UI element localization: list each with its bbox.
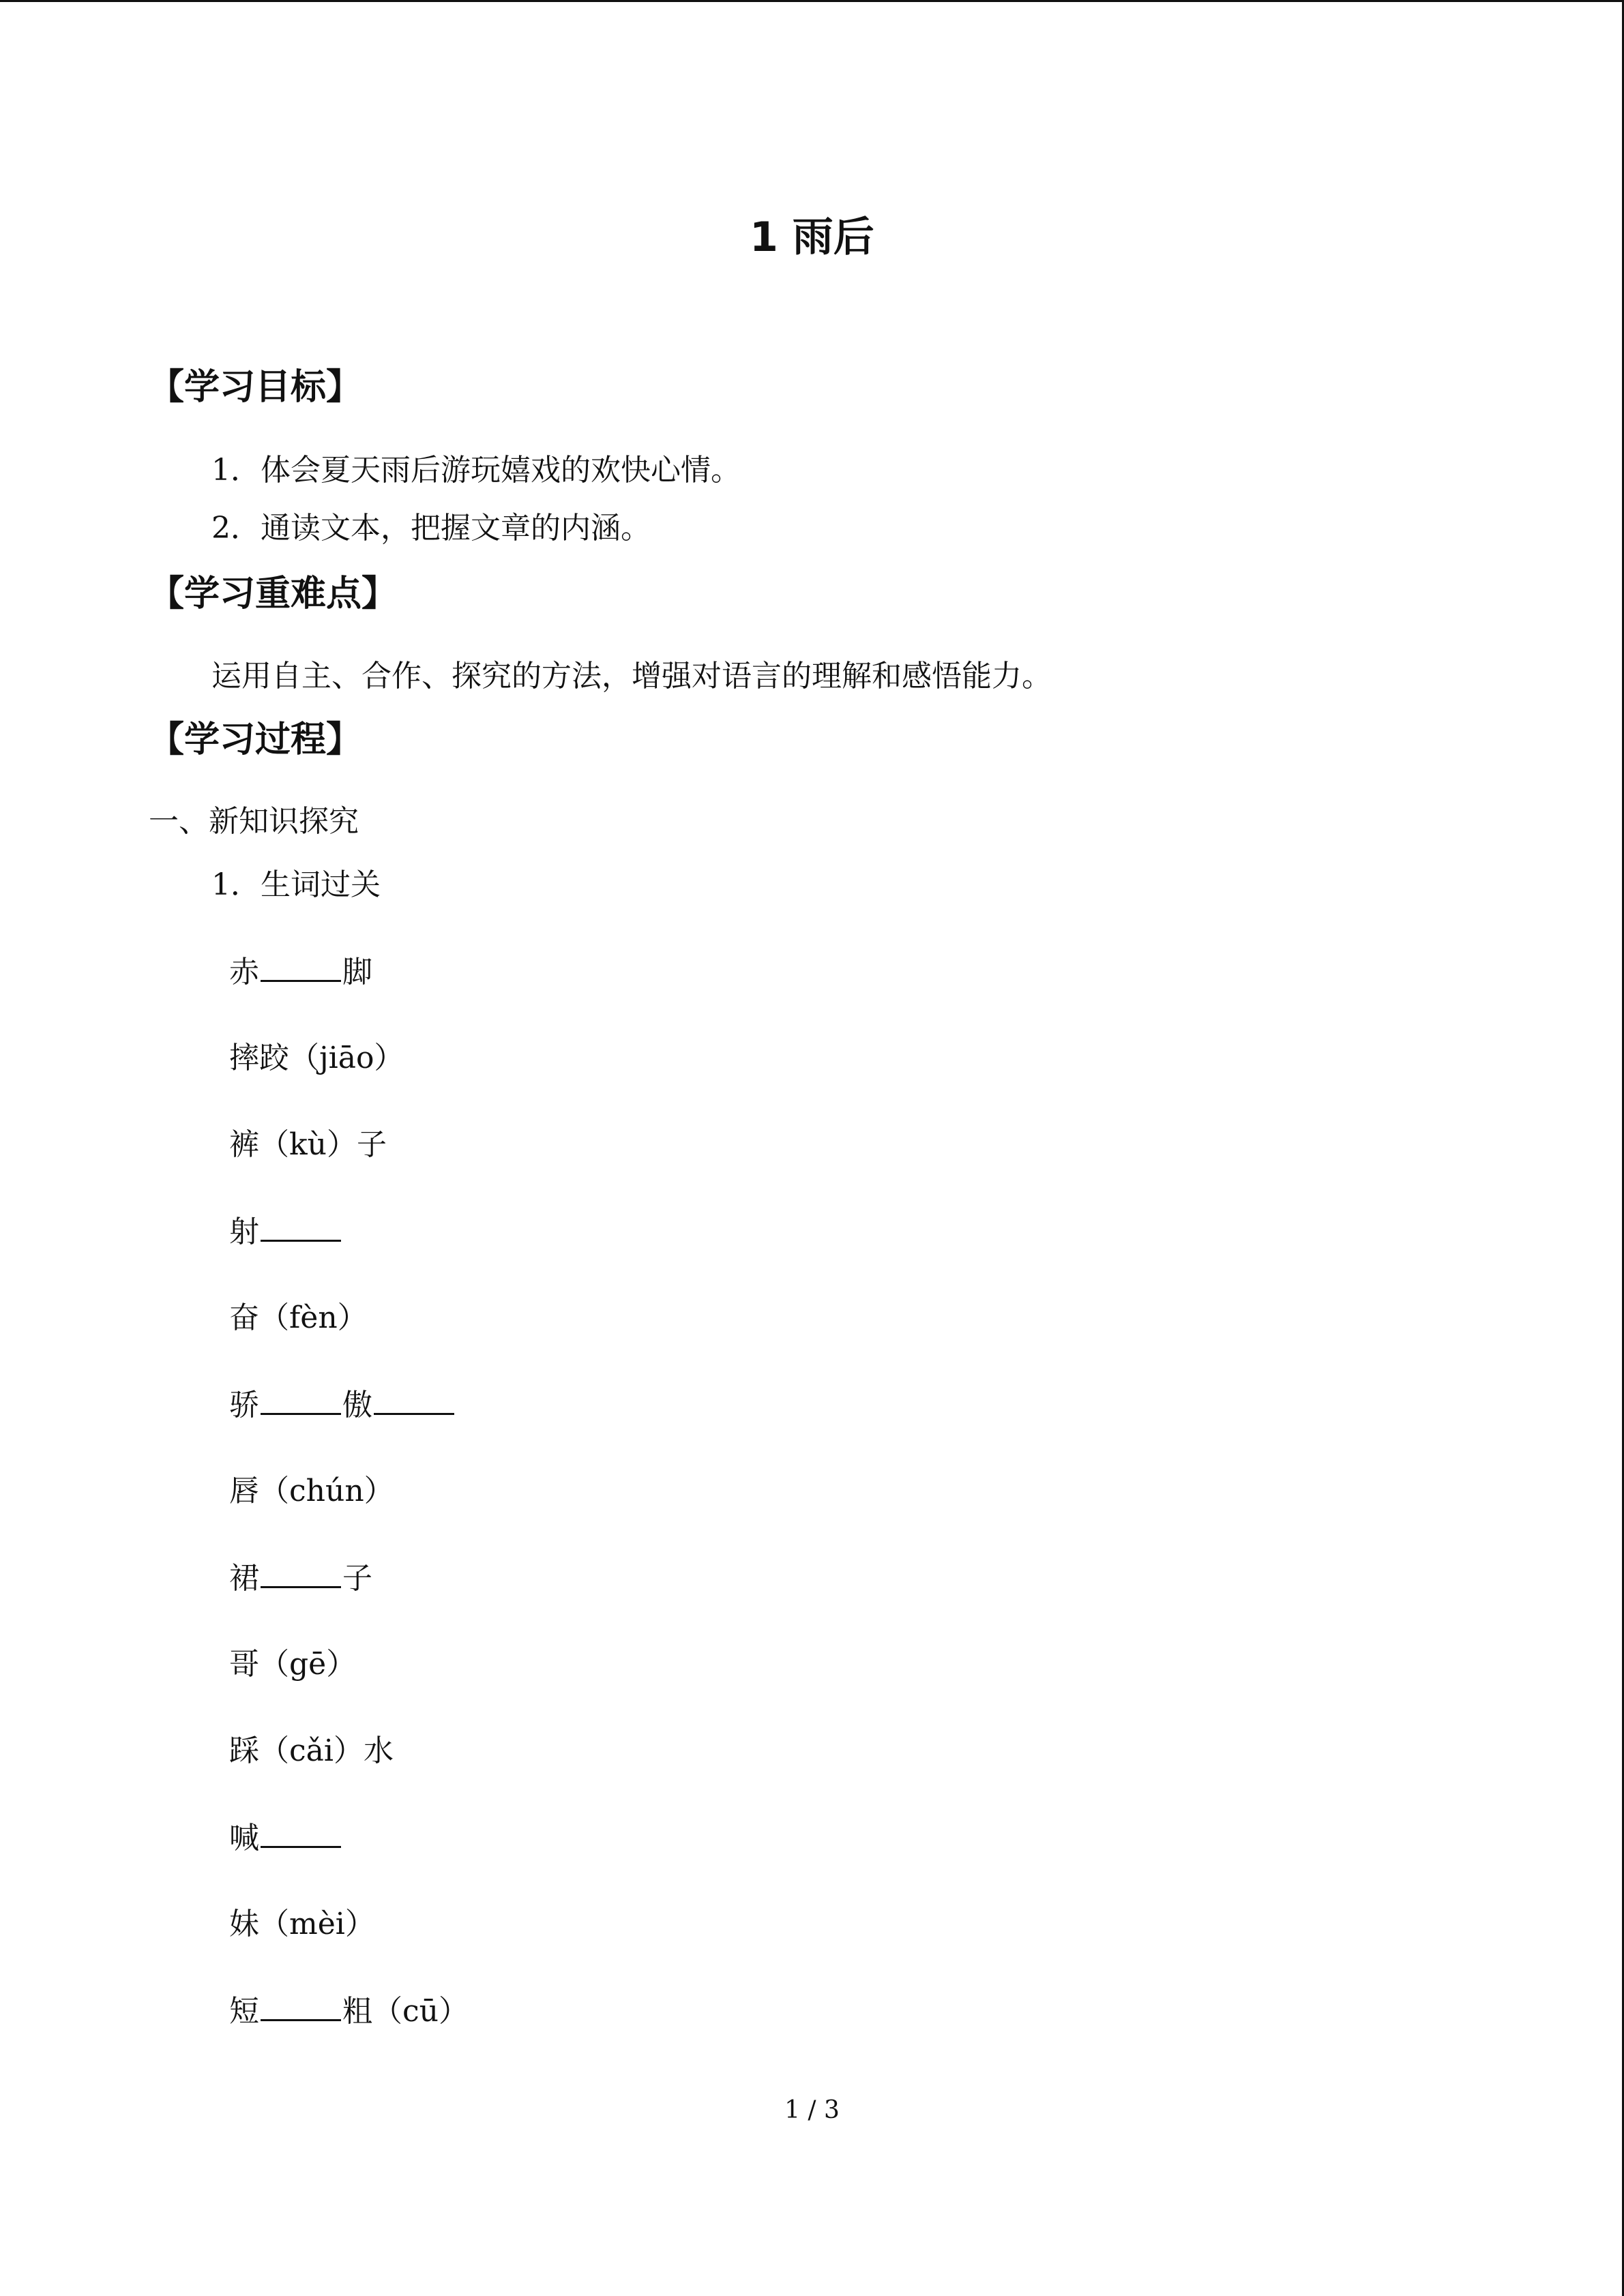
answer-blank[interactable] [261,1384,341,1415]
sub-1-title: 1．生词过关 [211,867,381,902]
vocab-item-han [229,1817,342,1859]
vocab-char: 粗（cū） [342,1994,469,2029]
answer-blank[interactable] [261,1557,341,1588]
key-points-text: 运用自主、合作、探究的方法，增强对语言的理解和感悟能力。 [211,659,1052,694]
vocab-char: 脚 [342,955,372,989]
vocab-char: 子 [342,1561,372,1596]
vocab-char: 射 [229,1214,259,1249]
vocab-item-jiaoao [229,1384,456,1426]
vocab-item-chun: 唇（chún） [229,1474,394,1508]
vocab-item-caishui: 踩（cǎi）水 [229,1733,394,1768]
vocab-item-ge: 哥（gē） [229,1647,357,1682]
answer-blank[interactable] [261,1817,341,1848]
page-title: 1 雨后 [750,213,874,261]
answer-blank[interactable] [374,1384,454,1415]
vocab-char: 骄 [229,1388,259,1422]
vocab-item-mei: 妹（mèi） [229,1907,375,1941]
vocab-char: 赤 [229,955,259,989]
goal-item-2: 2．通读文本，把握文章的内涵。 [211,511,651,546]
vocab-item-fen: 奋（fèn） [229,1300,368,1335]
vocab-item-shuaijiao: 摔跤（jiāo） [229,1041,404,1075]
heading-learning-process: 【学习过程】 [149,719,362,760]
page-number: 1 / 3 [784,2096,840,2124]
answer-blank[interactable] [261,951,341,982]
vocab-item-kuzi: 裤（kù）子 [229,1127,387,1162]
heading-key-points: 【学习重难点】 [149,573,398,614]
vocab-char: 喊 [229,1821,259,1855]
vocab-item-she [229,1211,342,1253]
vocab-item-chijiao [229,951,372,993]
vocab-char: 裙 [229,1561,259,1596]
part-1-title: 一、新知识探究 [149,804,359,839]
answer-blank[interactable] [261,1991,341,2021]
vocab-char: 短 [229,1994,259,2029]
answer-blank[interactable] [261,1211,341,1242]
vocab-item-duancu [229,1991,469,2032]
vocab-item-qunzi [229,1557,372,1599]
heading-learning-goals: 【学习目标】 [149,367,362,408]
goal-item-1: 1．体会夏天雨后游玩嬉戏的欢快心情。 [211,453,741,488]
vocab-char: 傲 [342,1388,372,1422]
